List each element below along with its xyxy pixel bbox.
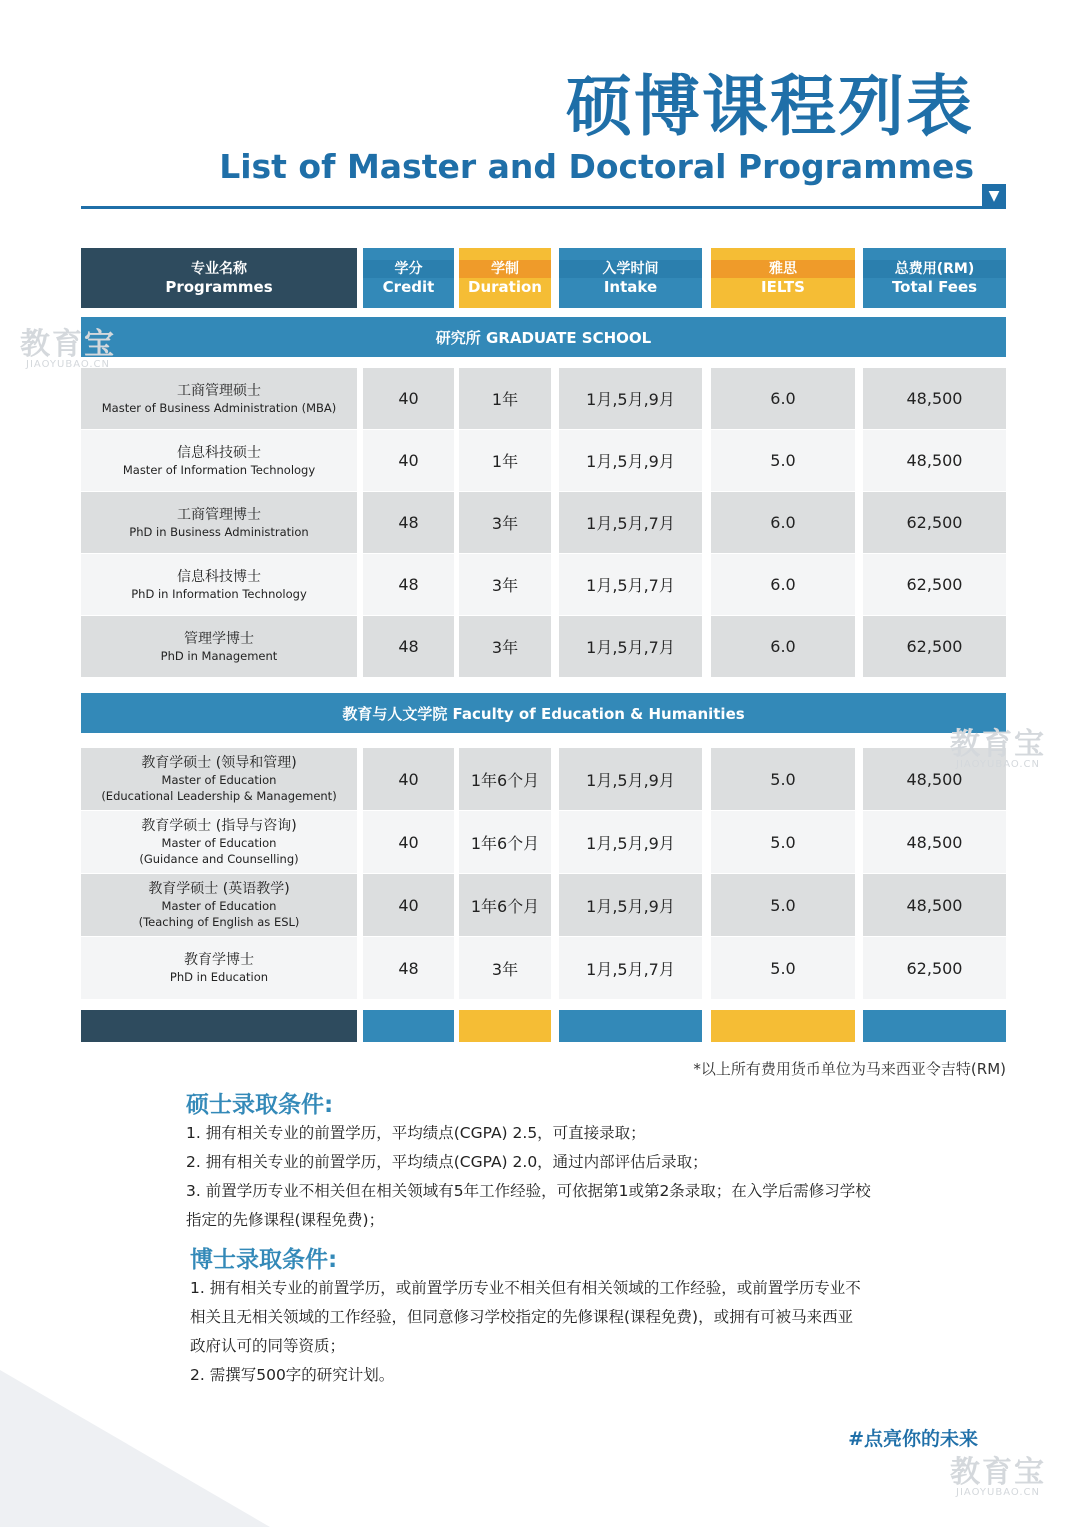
- ielts-cell: 5.0: [711, 874, 855, 936]
- programme-cell: [81, 874, 357, 936]
- credit-cell: 40: [363, 874, 454, 936]
- header-label-cn: 入学时间: [559, 260, 702, 278]
- page-title: 硕博课程列表: [566, 68, 974, 145]
- programme-name-en: Master of Education: [161, 899, 277, 913]
- duration-cell: 1年6个月: [459, 811, 551, 873]
- programme-name-cn: 信息科技硕士: [177, 444, 261, 461]
- fees-cell: 48,500: [863, 811, 1006, 873]
- footer-bar-segment: [711, 1010, 855, 1042]
- duration-cell: 3年: [459, 554, 551, 615]
- section-header: 教育与人文学院 Faculty of Education & Humanities: [81, 693, 1006, 733]
- title-divider: [81, 206, 1006, 209]
- requirement-line: 相关且无相关领域的工作经验，但同意修习学校指定的先修课程(课程免费)，或拥有可被马来西亚: [190, 1308, 854, 1326]
- header-label-cn: 学分: [363, 260, 454, 278]
- credit-cell: 40: [363, 430, 454, 491]
- requirement-line: 2. 拥有相关专业的前置学历，平均绩点(CGPA) 2.0，通过内部评估后录取；: [186, 1153, 708, 1171]
- ielts-cell: 5.0: [711, 430, 855, 491]
- header-label-en: IELTS: [761, 278, 805, 296]
- ielts-cell: 5.0: [711, 811, 855, 873]
- footer-bar-segment: [81, 1010, 357, 1042]
- credit-cell: 48: [363, 492, 454, 553]
- programme-name-en: Master of Business Administration (MBA): [101, 400, 337, 415]
- section-header: 研究所 GRADUATE SCHOOL: [81, 317, 1006, 357]
- header-label-cn: 专业名称: [191, 261, 247, 277]
- programme-name-cn: 教育学硕士 (指导与咨询): [141, 818, 297, 834]
- duration-cell: 3年: [459, 492, 551, 553]
- fees-cell: 62,500: [863, 616, 1006, 677]
- credit-cell: 48: [363, 616, 454, 677]
- requirement-line: 2. 需撰写500字的研究计划。: [190, 1366, 395, 1384]
- programme-cell: [81, 937, 357, 999]
- programme-name-cn: 工商管理博士: [177, 506, 261, 523]
- duration-cell: 1年: [459, 368, 551, 429]
- header-label-en: Total Fees: [891, 278, 978, 296]
- currency-footnote: *以上所有费用货币单位为马来西亚令吉特(RM): [693, 1060, 1006, 1078]
- programme-name-en: PhD in Education: [169, 970, 269, 984]
- fees-cell: 48,500: [863, 430, 1006, 491]
- header-label-cn: 学制: [459, 260, 551, 278]
- duration-cell: 3年: [459, 616, 551, 677]
- header-label-en: Duration: [468, 278, 542, 296]
- programme-name-cn: 信息科技博士: [177, 568, 261, 585]
- programme-name-en: Master of Education: [161, 836, 277, 850]
- ielts-cell: 5.0: [711, 937, 855, 999]
- ielts-cell: 6.0: [711, 616, 855, 677]
- programme-cell: [81, 811, 357, 873]
- ielts-cell: 6.0: [711, 554, 855, 615]
- chevron-down-icon: ▼: [982, 184, 1006, 208]
- watermark-logo: 教育宝 JIAOYUBAO.CN: [950, 727, 1046, 770]
- programme-cell: [81, 616, 357, 677]
- ielts-cell: 6.0: [711, 492, 855, 553]
- duration-cell: 3年: [459, 937, 551, 999]
- requirement-line: 1. 拥有相关专业的前置学历，平均绩点(CGPA) 2.5，可直接录取；: [186, 1124, 646, 1142]
- requirement-line: 3. 前置学历专业不相关但在相关领域有5年工作经验，可依据第1或第2条录取；在入学后需修习学校: [186, 1182, 871, 1200]
- intake-cell: 1月,5月,9月: [559, 368, 702, 429]
- programme-cell: [81, 430, 357, 491]
- fees-cell: 62,500: [863, 492, 1006, 553]
- duration-cell: 1年: [459, 430, 551, 491]
- fees-cell: 62,500: [863, 937, 1006, 999]
- header-credit: [363, 248, 454, 308]
- requirement-line: 政府认可的同等资质；: [190, 1337, 346, 1355]
- header-label-cn: 总费用(RM): [863, 260, 1006, 278]
- credit-cell: 48: [363, 554, 454, 615]
- programme-name-en: Master of Education: [161, 773, 277, 787]
- intake-cell: 1月,5月,7月: [559, 554, 702, 615]
- intake-cell: 1月,5月,9月: [559, 874, 702, 936]
- master-requirements-title: 硕士录取条件:: [186, 1092, 334, 1118]
- credit-cell: 48: [363, 937, 454, 999]
- programme-name-cn: 工商管理硕士: [177, 382, 261, 399]
- programme-name-cn: 教育学硕士 (领导和管理): [141, 755, 297, 771]
- programme-cell: [81, 554, 357, 615]
- fees-cell: 48,500: [863, 748, 1006, 810]
- footer-bar-segment: [559, 1010, 702, 1042]
- programme-name-en: PhD in Business Administration: [129, 524, 309, 539]
- slogan: #点亮你的未来: [848, 1428, 978, 1450]
- intake-cell: 1月,5月,9月: [559, 748, 702, 810]
- fees-cell: 48,500: [863, 874, 1006, 936]
- programme-specialisation: (Guidance and Counselling): [139, 852, 299, 866]
- corner-decoration: [0, 1370, 270, 1527]
- fees-cell: 62,500: [863, 554, 1006, 615]
- phd-requirements-title: 博士录取条件:: [190, 1247, 338, 1273]
- header-label-en: Intake: [603, 278, 658, 296]
- header-programmes: [81, 248, 357, 308]
- header-ielts: [711, 248, 855, 308]
- page-subtitle: List of Master and Doctoral Programmes: [219, 147, 974, 186]
- intake-cell: 1月,5月,9月: [559, 811, 702, 873]
- header-label-en: Programmes: [165, 278, 273, 296]
- header-label-cn: 雅思: [711, 260, 855, 278]
- ielts-cell: 6.0: [711, 368, 855, 429]
- programme-cell: [81, 492, 357, 553]
- programme-name-cn: 管理学博士: [184, 630, 254, 647]
- footer-bar-segment: [863, 1010, 1006, 1042]
- requirement-line: 指定的先修课程(课程免费)；: [186, 1211, 385, 1229]
- programme-cell: [81, 748, 357, 810]
- programme-name-en: Master of Information Technology: [122, 462, 316, 477]
- header-label-en: Credit: [382, 278, 435, 296]
- programme-name-en: PhD in Information Technology: [131, 586, 307, 601]
- duration-cell: 1年6个月: [459, 748, 551, 810]
- intake-cell: 1月,5月,7月: [559, 937, 702, 999]
- ielts-cell: 5.0: [711, 748, 855, 810]
- watermark-logo: 教育宝 JIAOYUBAO.CN: [950, 1455, 1046, 1498]
- programme-cell: [81, 368, 357, 429]
- intake-cell: 1月,5月,7月: [559, 616, 702, 677]
- header-duration: [459, 248, 551, 308]
- header-fees: [863, 248, 1006, 308]
- intake-cell: 1月,5月,9月: [559, 430, 702, 491]
- fees-cell: 48,500: [863, 368, 1006, 429]
- credit-cell: 40: [363, 748, 454, 810]
- duration-cell: 1年6个月: [459, 874, 551, 936]
- credit-cell: 40: [363, 368, 454, 429]
- intake-cell: 1月,5月,7月: [559, 492, 702, 553]
- programme-name-cn: 教育学博士: [184, 952, 254, 968]
- programme-name-en: PhD in Management: [160, 648, 278, 663]
- footer-bar-segment: [459, 1010, 551, 1042]
- programme-name-cn: 教育学硕士 (英语教学): [148, 881, 290, 897]
- programme-specialisation: (Teaching of English as ESL): [138, 915, 300, 929]
- watermark-logo: 教育宝 JIAOYUBAO.CN: [20, 327, 116, 370]
- programme-specialisation: (Educational Leadership & Management): [101, 789, 337, 803]
- requirement-line: 1. 拥有相关专业的前置学历，或前置学历专业不相关但有相关领域的工作经验，或前置学历专业不: [190, 1279, 861, 1297]
- credit-cell: 40: [363, 811, 454, 873]
- footer-bar-segment: [363, 1010, 454, 1042]
- header-intake: [559, 248, 702, 308]
